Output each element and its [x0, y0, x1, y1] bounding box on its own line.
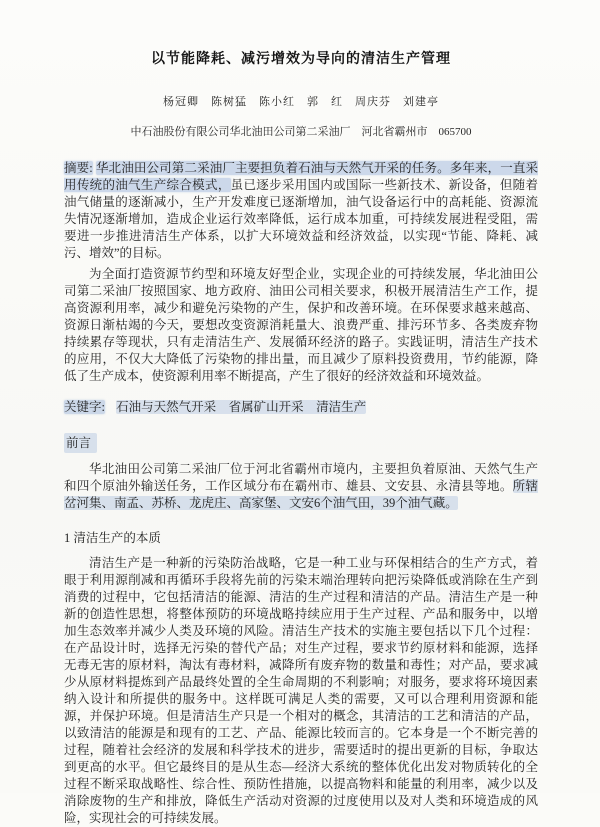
abstract-lead-highlight: 华北油田公司第二采油厂主要担负着石油与天然气开采的任务。多年来，一直采用传统的油气生产综合模式， — [64, 161, 538, 192]
abstract-paragraph-2: 为全面打造资源节约型和环境友好型企业，实现企业的可持续发展，华北油田公司第二采油厂按照国家、地方政府、油田公司相关要求，积极开展清洁生产工作，提高资源利用率，减少和避免污染物的产生，保护和改善环境。在环保要求越来越高、资源日渐枯竭的今天，要想改变资源消耗量大、浪费严重、排污环节多、各类废弃物持续累存等现状，只有走清洁生产、发展循环经济的路子。实践证明，清洁生产技术的应用，不仅大大降低了污染物的排出量，而且减少了原料投资费用，节约能源，降低了生产成本，使资源利用率不断提高，产生了很好的经济效益和环境效益。 — [64, 267, 538, 383]
keywords-label: 关键字: — [64, 400, 105, 414]
affiliation-line: 中石油股份有限公司华北油田公司第二采油厂 河北省霸州市 065700 — [130, 126, 472, 138]
preface-paragraph — [64, 461, 538, 512]
preface-text: 华北油田公司第二采油厂位于河北省霸州市境内，主要担负着原油、天然气生产和四个原油外输送任务，工作区域分布在霸州市、雄县、文安县、永清县等地。 — [64, 462, 538, 493]
keywords-line — [64, 399, 538, 416]
section-heading-preface: 前言 — [64, 433, 97, 453]
section-1-paragraph: 清洁生产是一种新的污染防治战略，它是一种工业与环保相结合的生产方式，着眼于利用源削减和再循环手段将先前的污染末端治理转向把污染降低或消除在生产到消费的过程中，它包括清洁的能源、清洁的生产过程和清洁的产品。清洁生产是一种新的创造性思想，将整体预防的环境战略持续应用于生产过程、产品和服务中，以增加生态效率并减少人类及环境的风险。清洁生产技术的实施主要包括以下几个过程：在产品设计时，选择无污染的替代产品；对生产过程，要求节约原材料和能源，选择无毒无害的原材料，淘汰有毒材料，减降所有废弃物的数量和毒性；对产品，要求减少从原材料提炼到产品最终处置的全生命周期的不利影响；对服务，要求将环境因素纳入设计和所提供的服务中。这样既可满足人类的需要，又可以合理利用资源和能源，并保护环境。但是清洁生产只是一个相对的概念，其清洁的工艺和清洁的产品，以致清洁的能源是和现有的工艺、产品、能源比较而言的。它本身是一个不断完善的过程，随着社会经济的发展和科学技术的进步，需要适时的提出更新的目标，争取达到更高的水平。但它最终目的是从生态—经济大系统的整体优化出发对物质转化的全过程不断采取战略性、综合性、预防性措施，以提高物料和能量的利用率，减少以及消除废物的生产和排放，降低生产活动对资源的过度使用以及对人类和环境造成的风险，实现社会的可持续发展。 — [64, 556, 538, 825]
paper-title: 以节能降耗、减污增效为导向的清洁生产管理 — [151, 52, 451, 67]
abstract-paragraph-1-text: 虽已逐步采用国内或国际一些新技术、新设备，但随着油气储量的逐渐减小，生产开发难度已逐渐增加，油气设备运行中的高耗能、资源流失情况逐渐增加，造成企业运行效率降低，运行成本加重，可持续发展进程受阻，需要进一步推进清洁生产体系，以扩大环境效益和经济效益，以实现“节能、降耗、减污、增效”的目标。 — [64, 178, 538, 260]
section-heading-1: 1 清洁生产的本质 — [64, 531, 161, 545]
keywords-text: 石油与天然气开采 省属矿山开采 清洁生产 — [116, 400, 367, 414]
authors-line: 杨冠卿 陈树猛 陈小红 郭 红 周庆芬 刘建亭 — [163, 96, 439, 108]
abstract-paragraph-1 — [64, 160, 538, 262]
preface-highlighted-text: 所辖岔河集、南孟、苏桥、龙虎庄、高家堡、文安6个油气田，39个油气藏。 — [64, 479, 538, 510]
abstract-label: 摘要: — [64, 161, 93, 175]
